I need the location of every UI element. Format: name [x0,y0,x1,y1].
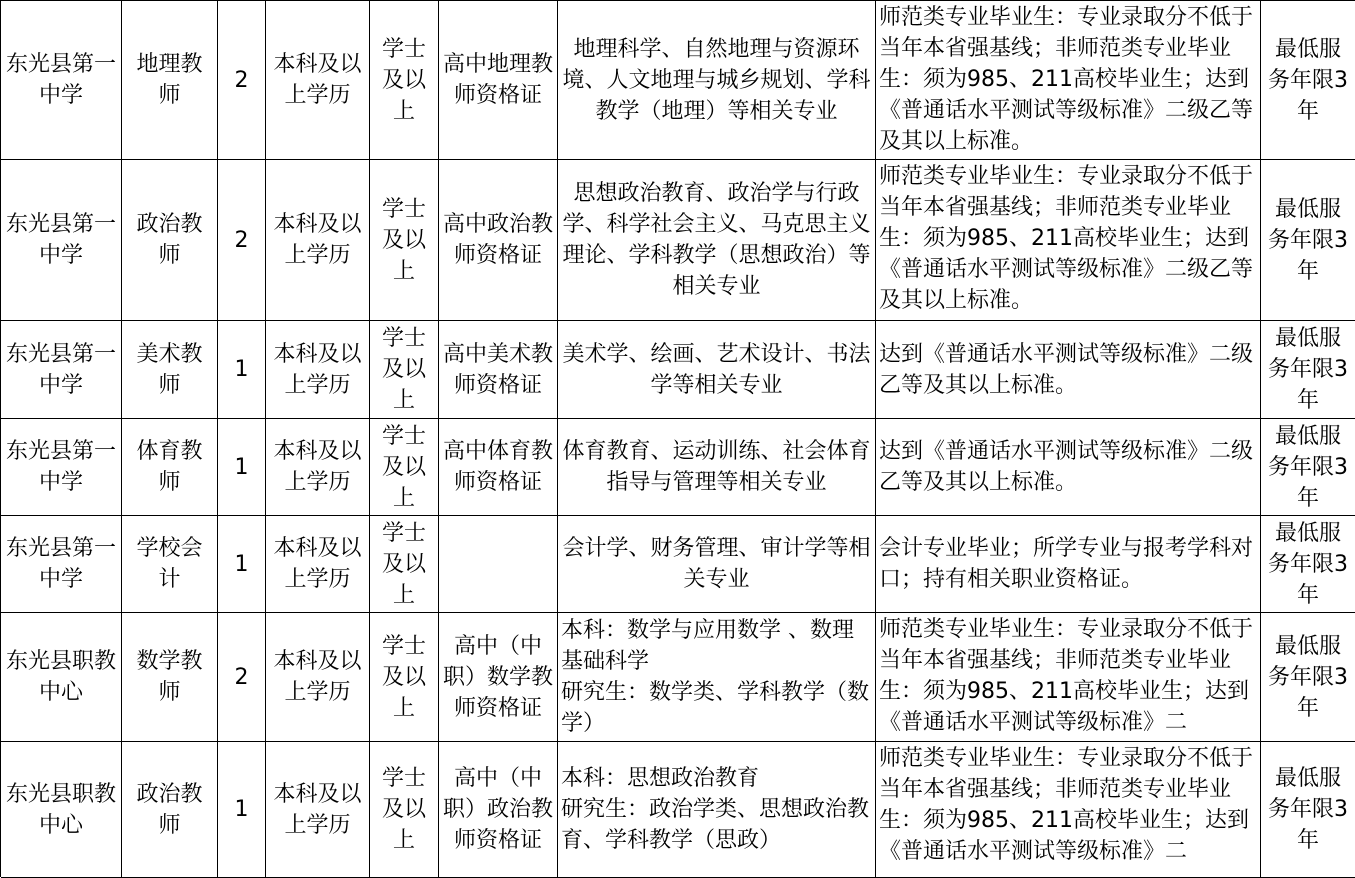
cell-text: 最低服务年限3年 [1268,766,1348,853]
cell-certificate [439,613,558,742]
cell-degree [370,419,439,516]
cell-text: 美术学、绘画、艺术设计、书法学等相关专业 [562,341,871,398]
cell-education [266,516,370,613]
cell-text: 地理科学、自然地理与资源环境、人文地理与城乡规划、学科教学（地理）等相关专业 [562,36,871,124]
cell-position [122,419,218,516]
cell-text: 师范类专业毕业生：专业录取分不低于当年本省强基线；非师范类专业毕业生：须为985、211高校毕业生；达到《普通话水平测试等级标准》二 [879,617,1254,735]
cell-service [1261,613,1355,742]
cell-unit [1,160,122,321]
cell-position [122,321,218,419]
cell-text: 本科及以上学历 [273,649,362,705]
cell-text: 2 [234,67,249,93]
cell-degree [370,1,439,160]
cell-position [122,1,218,160]
cell-text: 学士及以上 [381,520,426,608]
cell-major [558,419,876,516]
cell-text: 高中地理教师资格证 [443,52,554,108]
cell-service [1261,516,1355,613]
cell-count [218,160,266,321]
cell-text: 高中美术教师资格证 [443,341,554,398]
cell-text: 师范类专业毕业生：专业录取分不低于当年本省强基线；非师范类专业毕业生：须为985、211高校毕业生；达到《普通话水平测试等级标准》二级乙等及其以上标准。 [879,164,1254,313]
cell-text: 会计学、财务管理、审计学等相关专业 [562,536,871,592]
cell-certificate [439,160,558,321]
cell-degree [370,613,439,742]
cell-text: 高中体育教师资格证 [443,439,554,495]
cell-count [218,321,266,419]
cell-certificate [439,742,558,878]
cell-unit [1,742,122,878]
cell-text: 高中政治教师资格证 [443,212,554,268]
cell-text: 东光县职教中心 [5,781,116,838]
cell-unit [1,419,122,516]
cell-text: 美术教师 [136,341,203,398]
cell-text: 数学教师 [136,649,203,705]
cell-text: 师范类专业毕业生：专业录取分不低于当年本省强基线；非师范类专业毕业生：须为985、211高校毕业生；达到《普通话水平测试等级标准》二 [879,746,1254,864]
cell-position [122,613,218,742]
cell-certificate [439,419,558,516]
cell-text: 本科及以上学历 [273,212,362,268]
cell-requirements [876,160,1261,321]
cell-degree [370,516,439,613]
cell-text: 本科及以上学历 [273,439,362,495]
cell-text: 最低服务年限3年 [1268,520,1348,608]
cell-text: 学士及以上 [381,36,426,124]
cell-requirements [876,419,1261,516]
cell-education [266,613,370,742]
cell-service [1261,160,1355,321]
cell-text: 学士及以上 [381,196,426,284]
cell-certificate [439,516,558,613]
cell-requirements [876,516,1261,613]
cell-major [558,516,876,613]
cell-text: 东光县第一中学 [5,212,116,268]
cell-requirements [876,321,1261,419]
cell-major [558,742,876,878]
cell-service [1261,742,1355,878]
cell-unit [1,321,122,419]
cell-text: 东光县第一中学 [5,536,116,592]
cell-text: 学士及以上 [381,423,426,511]
cell-text: 学士及以上 [381,633,426,721]
cell-unit [1,516,122,613]
cell-text: 1 [234,357,249,382]
cell-major [558,1,876,160]
cell-text: 1 [234,797,249,822]
cell-text: 东光县第一中学 [5,341,116,398]
cell-count [218,742,266,878]
cell-education [266,419,370,516]
cell-position [122,160,218,321]
cell-education [266,160,370,321]
cell-degree [370,321,439,419]
cell-text: 政治教师 [136,212,203,268]
cell-text: 东光县职教中心 [5,649,116,705]
cell-text: 东光县第一中学 [5,52,116,108]
cell-text: 本科及以上学历 [273,52,362,108]
cell-text: 本科及以上学历 [273,341,362,398]
cell-major [558,613,876,742]
cell-text: 最低服务年限3年 [1268,423,1348,511]
cell-count [218,516,266,613]
cell-text: 最低服务年限3年 [1268,633,1348,721]
cell-count [218,1,266,160]
cell-service [1261,1,1355,160]
cell-text: 师范类专业毕业生：专业录取分不低于当年本省强基线；非师范类专业毕业生：须为985、211高校毕业生；达到《普通话水平测试等级标准》二级乙等及其以上标准。 [879,5,1254,154]
cell-text: 学校会计 [136,536,203,592]
cell-text: 1 [234,454,249,480]
cell-education [266,321,370,419]
cell-text: 本科：思想政治教育 研究生：政治学类、思想政治教育、学科教学（思政） [561,766,870,853]
cell-position [122,742,218,878]
cell-text: 高中（中职）政治教师资格证 [443,766,554,853]
cell-major [558,160,876,321]
cell-text: 1 [234,551,249,577]
cell-text: 学士及以上 [381,766,426,853]
cell-text: 高中（中职）数学教师资格证 [443,633,554,721]
cell-text: 2 [234,664,249,690]
cell-text: 本科及以上学历 [273,536,362,592]
cell-requirements [876,613,1261,742]
cell-text: 本科：数学与应用数学 、数理基础科学 研究生：数学类、学科教学（数学） [561,618,870,736]
cell-text: 本科及以上学历 [273,781,362,838]
cell-degree [370,160,439,321]
cell-text: 地理教师 [136,52,203,108]
cell-count [218,613,266,742]
cell-text: 最低服务年限3年 [1268,196,1348,284]
cell-text: 2 [234,227,249,253]
cell-text: 思想政治教育、政治学与行政学、科学社会主义、马克思主义理论、学科教学（思想政治）等相关专业 [562,181,871,299]
cell-education [266,1,370,160]
cell-text: 达到《普通话水平测试等级标准》二级乙等及其以上标准。 [879,341,1254,398]
cell-text: 体育教育、运动训练、社会体育指导与管理等相关专业 [562,439,871,495]
cell-unit [1,613,122,742]
cell-text: 政治教师 [136,781,203,838]
cell-text: 会计专业毕业；所学专业与报考学科对口；持有相关职业资格证。 [879,536,1254,592]
cell-certificate [439,321,558,419]
cell-requirements [876,742,1261,878]
cell-unit [1,1,122,160]
cell-certificate [439,1,558,160]
cell-text: 东光县第一中学 [5,439,116,495]
cell-text: 达到《普通话水平测试等级标准》二级乙等及其以上标准。 [879,439,1254,495]
cell-service [1261,321,1355,419]
cell-degree [370,742,439,878]
cell-major [558,321,876,419]
cell-position [122,516,218,613]
cell-text: 学士及以上 [381,326,426,413]
cell-text: 体育教师 [136,439,203,495]
cell-service [1261,419,1355,516]
cell-education [266,742,370,878]
cell-text: 最低服务年限3年 [1268,36,1348,124]
cell-text: 最低服务年限3年 [1268,326,1348,413]
cell-count [218,419,266,516]
cell-requirements [876,1,1261,160]
